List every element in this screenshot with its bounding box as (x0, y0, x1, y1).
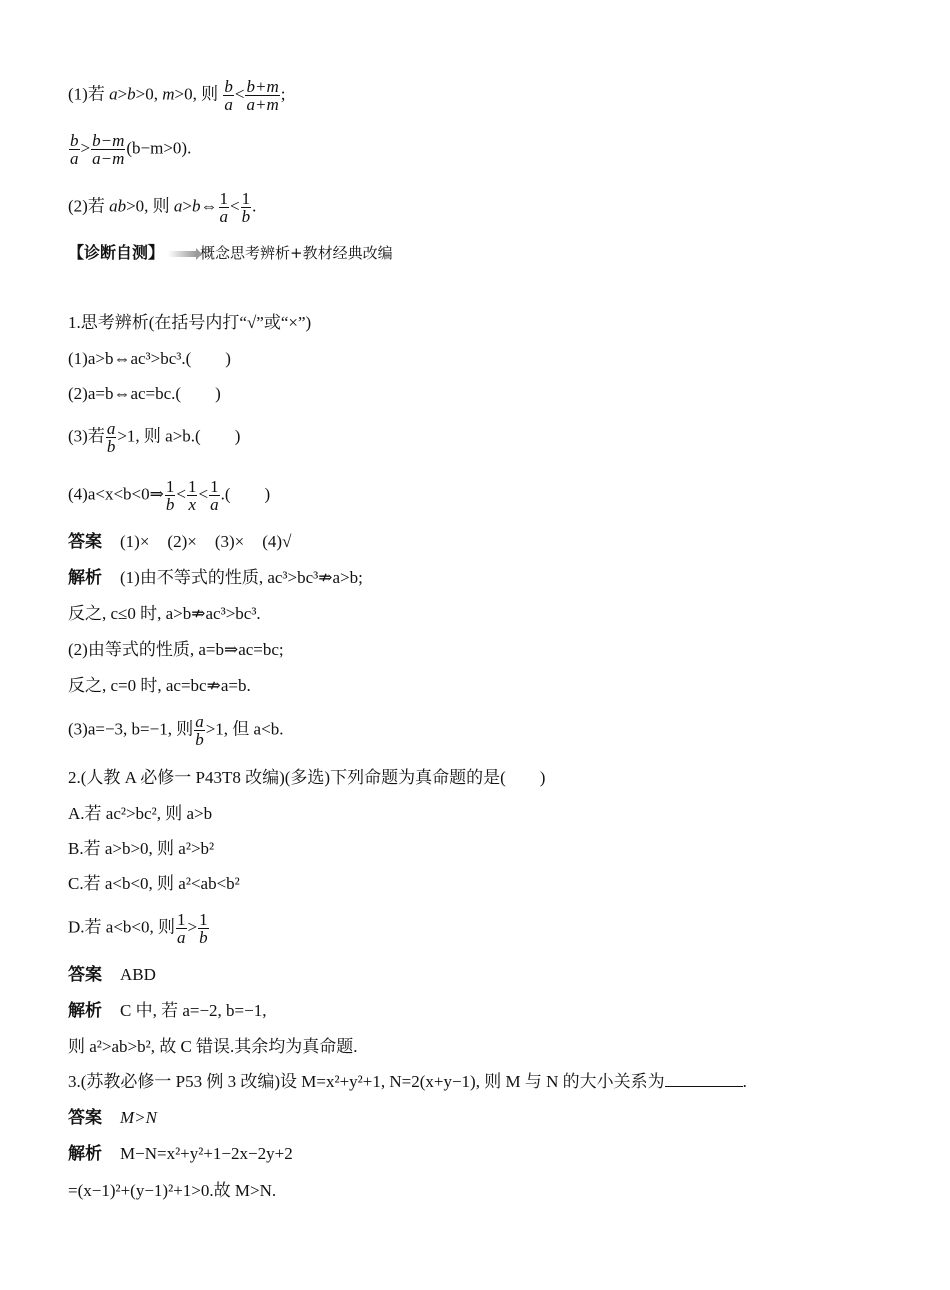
fraction: $\frac{1}{b}$ (165, 477, 175, 514)
text: >0, 则 (174, 84, 219, 104)
text: > (182, 196, 193, 216)
section-title: 【诊断自测】 (68, 245, 165, 262)
text: > (117, 84, 128, 104)
question-3-analysis (68, 1143, 293, 1165)
question-1-item-2: (2)a=b⇔ac=bc.( ) (68, 384, 221, 403)
text: >1, 但 a<b. (205, 719, 284, 739)
text: (b−m>0). (126, 138, 192, 158)
property-1b (68, 132, 191, 167)
option-a: A.若 ac²>bc², 则 a>b (68, 804, 213, 823)
text: a (173, 196, 183, 216)
answer-label: 答案 (68, 532, 102, 551)
question-1-title: 1.思考辨析(在括号内打“√”或“×”) (68, 313, 312, 332)
question-3-title (68, 1071, 747, 1093)
text: (3)a=−3, b=−1, 则 (68, 719, 194, 739)
text: ⇔ (200, 196, 218, 216)
analysis-text: (1)由不等式的性质, ac³>bc³⇏a>b; (120, 568, 363, 587)
fraction: $\frac{b}{a}$ (70, 131, 79, 168)
text: D.若 a<b<0, 则 (68, 917, 175, 937)
fraction: $\frac{1}{x}$ (187, 477, 197, 514)
property-2 (68, 190, 256, 225)
fraction: $\frac{1}{a}$ (210, 477, 219, 514)
fraction: $\frac{a}{b}$ (195, 712, 204, 749)
fraction: $\frac{b}{a}$ (224, 77, 233, 114)
question-1-analysis (68, 567, 363, 589)
option-d (68, 911, 210, 946)
question-2-title: 2.(人教 A 必修一 P43T8 改编)(多选)下列命题为真命题的是( ) (68, 768, 546, 787)
fraction: $\frac{1}{b}$ (199, 910, 208, 947)
fraction: $\frac{b-m}{a-m}$ (92, 131, 125, 168)
answer-blank (665, 1072, 743, 1087)
text: (1)若 (68, 84, 110, 104)
text: > (187, 917, 198, 937)
text: b (127, 84, 136, 104)
fraction: $\frac{1}{b}$ (241, 189, 251, 226)
answer-label: 答案 (68, 1108, 102, 1127)
analysis-line: 反之, c≤0 时, a>b⇏ac³>bc³. (68, 604, 261, 623)
text: < (230, 196, 240, 216)
text: (4)a<x<b<0⇒ (68, 484, 164, 504)
analysis-line (68, 713, 283, 748)
question-2-answer (68, 964, 156, 986)
text: m (162, 84, 175, 104)
section-header (68, 242, 393, 265)
text: 3.(苏教必修一 P53 例 3 改编)设 M=x²+y²+1, N=2(x+y−1), 则 M 与 N 的大小关系为 (68, 1072, 665, 1091)
question-1-item-3 (68, 420, 240, 455)
analysis-label: 解析 (68, 1001, 102, 1020)
property-1 (68, 78, 285, 113)
analysis-text: C 中, 若 a=−2, b=−1, (120, 1001, 267, 1020)
text: ab (109, 196, 127, 216)
analysis-line: =(x−1)²+(y−1)²+1>0.故 M>N. (68, 1181, 277, 1200)
answer-label: 答案 (68, 965, 102, 984)
text: ; (280, 84, 286, 104)
option-b: B.若 a>b>0, 则 a²>b² (68, 839, 215, 858)
question-2-analysis (68, 1000, 266, 1022)
text: >0, (135, 84, 163, 104)
answer-text: ABD (120, 965, 156, 984)
analysis-line: 反之, c=0 时, ac=bc⇏a=b. (68, 676, 251, 695)
answer-item: (4)√ (262, 532, 292, 551)
section-subtitle: 概念思考辨析+教材经典改编 (200, 244, 393, 262)
answer-text: M>N (120, 1108, 157, 1127)
text: (3)若 (68, 426, 105, 446)
text: . (742, 1072, 747, 1091)
fraction: $\frac{1}{a}$ (219, 189, 229, 226)
text: (2)若 (68, 196, 110, 216)
answer-item: (3)× (214, 532, 245, 551)
analysis-label: 解析 (68, 568, 102, 587)
question-1-answer (68, 531, 291, 553)
analysis-label: 解析 (68, 1144, 102, 1163)
question-1-item-1: (1)a>b⇔ac³>bc³.( ) (68, 349, 231, 368)
analysis-line: (2)由等式的性质, a=b⇒ac=bc; (68, 640, 284, 659)
text: >1, 则 a>b.( ) (117, 426, 241, 446)
text: < (198, 484, 209, 504)
text: > (80, 138, 91, 158)
answer-item: (1)× (120, 532, 150, 551)
text: < (234, 84, 245, 104)
answer-item: (2)× (167, 532, 197, 551)
fraction: $\frac{1}{a}$ (177, 910, 186, 947)
analysis-text: M−N=x²+y²+1−2x−2y+2 (120, 1144, 293, 1163)
question-1-item-4 (68, 478, 270, 513)
text: a (109, 84, 118, 104)
text: . (252, 196, 257, 216)
text: >0, 则 (126, 196, 174, 216)
arrow-icon (168, 251, 196, 257)
question-3-answer (68, 1107, 157, 1129)
fraction: $\frac{a}{b}$ (106, 419, 116, 456)
fraction: $\frac{b+m}{a+m}$ (246, 77, 279, 114)
text: .( ) (220, 484, 271, 504)
text: b (192, 196, 201, 216)
text: < (176, 484, 186, 504)
analysis-line: 则 a²>ab>b², 故 C 错误.其余均为真命题. (68, 1037, 358, 1056)
option-c: C.若 a<b<0, 则 a²<ab<b² (68, 874, 240, 893)
